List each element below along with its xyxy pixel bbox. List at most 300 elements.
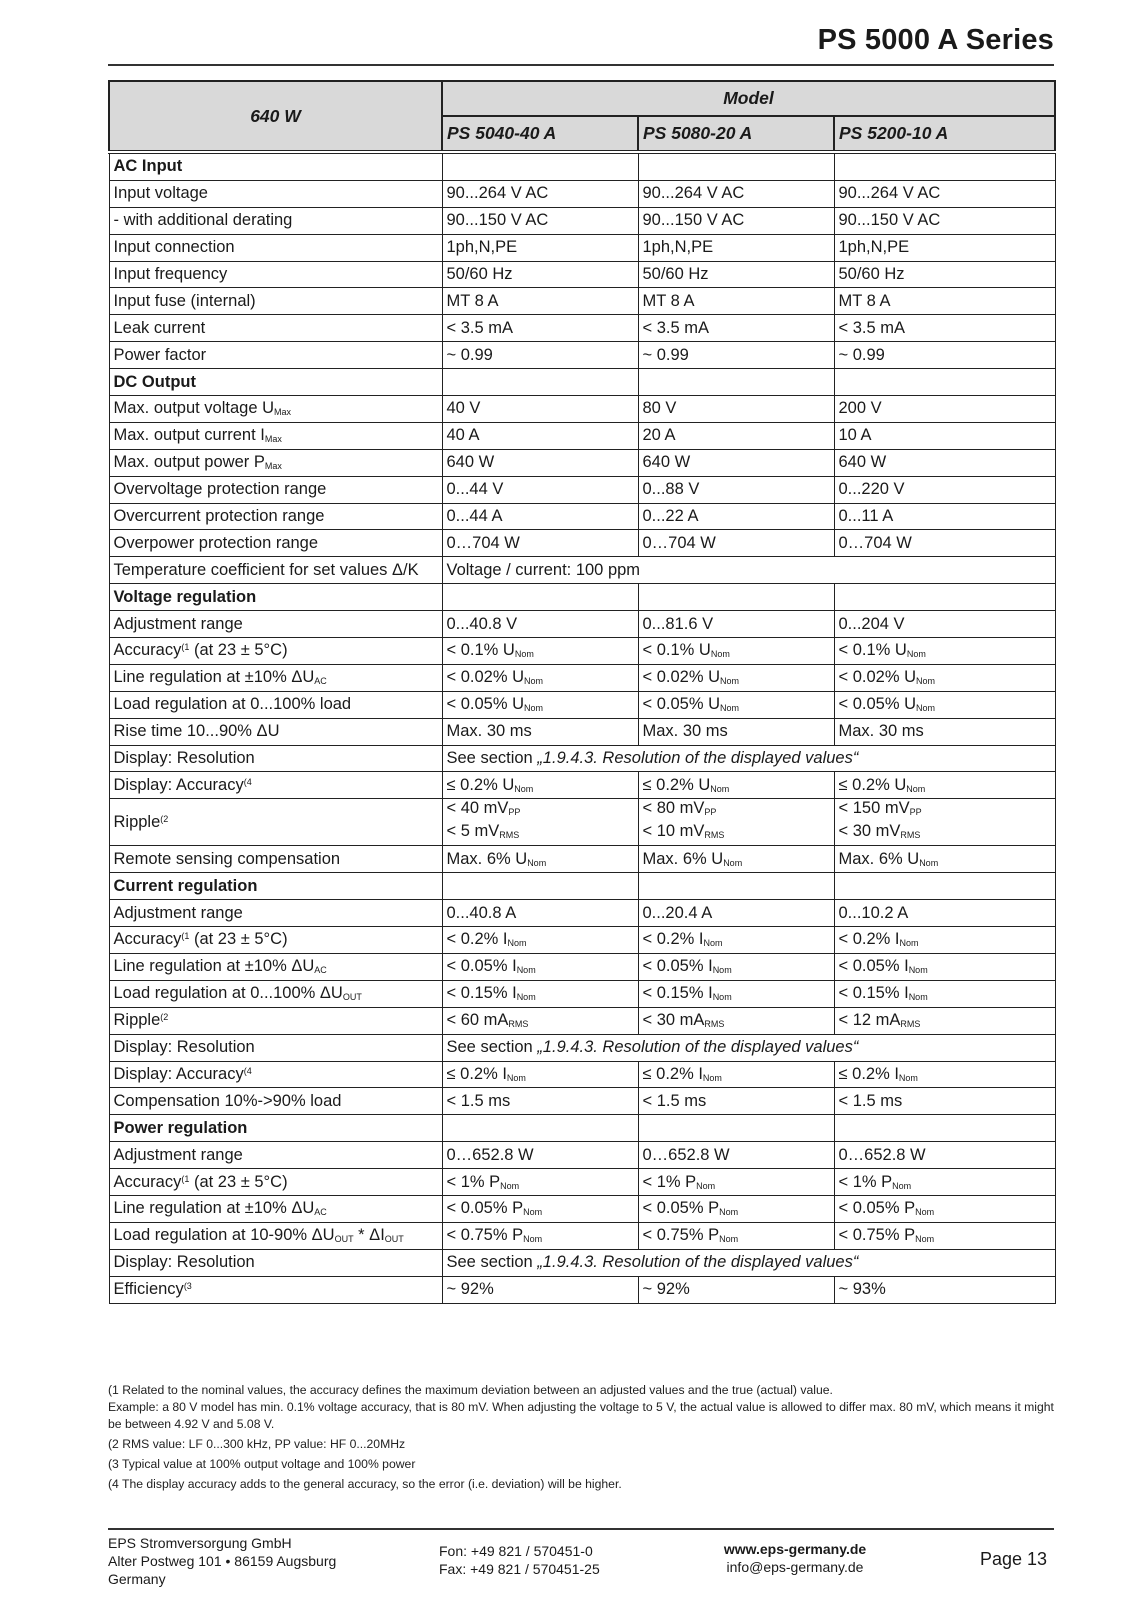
value-cell: [638, 1222, 834, 1249]
value-cell: [834, 980, 1055, 1007]
table-row: [109, 207, 1055, 234]
value-subscript: Nom: [915, 1234, 935, 1245]
row-label: [109, 1061, 442, 1088]
value-cell: [834, 1061, 1055, 1088]
table-row: [109, 691, 1055, 718]
label-text: Max. output voltage U: [113, 399, 275, 418]
value-cell: [638, 611, 834, 638]
value-cell: [442, 1007, 638, 1034]
value-text: ≤ 0.2% U: [446, 775, 515, 794]
table-row: [109, 449, 1055, 476]
value-cell: [442, 1142, 638, 1169]
value-cell: [638, 449, 834, 476]
row-label: [109, 953, 442, 980]
label-text: Efficiency: [113, 1280, 184, 1299]
label-subscript: OUT: [384, 1234, 404, 1245]
value-cell: [638, 927, 834, 954]
value-text: Max. 30 ms: [446, 722, 532, 741]
value-text: < 60 mA: [446, 1011, 509, 1030]
value-cell: [442, 799, 638, 846]
value-cell: [442, 422, 638, 449]
value-cell: [442, 476, 638, 503]
value-cell: [442, 449, 638, 476]
value-text: 0…652.8 W: [642, 1145, 730, 1164]
row-label: [109, 1222, 442, 1249]
value-text: < 0.2% I: [446, 930, 508, 949]
value-cell: [442, 691, 638, 718]
value-cell: [638, 207, 834, 234]
value-cell: [638, 180, 834, 207]
table-row: [109, 1249, 1055, 1276]
value-subscript: Nom: [720, 676, 740, 687]
value-text: 0...22 A: [642, 507, 699, 526]
label-text: Ripple: [113, 812, 161, 831]
value-cell: [442, 503, 638, 530]
value-cell: [442, 664, 638, 691]
value-subscript: Nom: [516, 965, 536, 976]
value-subscript: Nom: [524, 703, 544, 714]
power-rating-cell: 640 W: [109, 81, 442, 152]
label-text: - with additional derating: [113, 211, 293, 230]
value-cell: [834, 476, 1055, 503]
value-subscript: Nom: [916, 703, 936, 714]
value-text: < 1% P: [642, 1172, 697, 1191]
value-subscript: Nom: [906, 783, 926, 794]
table-row: [109, 530, 1055, 557]
footer-divider: [108, 1528, 1054, 1530]
value-cell: [834, 342, 1055, 369]
section-reference: „1.9.4.3. Resolution of the displayed values“: [537, 1038, 859, 1057]
value-subscript: Nom: [702, 1072, 722, 1083]
value-subscript: Nom: [527, 857, 547, 868]
row-label: [109, 152, 442, 180]
value-cell: [442, 261, 638, 288]
table-row: [109, 503, 1055, 530]
value-cell: [834, 1169, 1055, 1196]
value-cell: [442, 611, 638, 638]
row-label: [109, 1034, 442, 1061]
value-cell: [442, 718, 638, 745]
table-row: [109, 1195, 1055, 1222]
row-label: [109, 369, 442, 396]
footnote-ref: (2: [160, 1012, 169, 1023]
value-text: 0...81.6 V: [642, 614, 714, 633]
value-text: ~ 0.99: [642, 345, 689, 364]
website-link[interactable]: www.eps-germany.de: [723, 1541, 867, 1557]
value-subscript: Nom: [516, 992, 536, 1003]
value-subscript: Nom: [712, 965, 732, 976]
table-row: [109, 1007, 1055, 1034]
value-subscript: PP: [909, 807, 922, 818]
value-cell: [442, 638, 638, 665]
value-cell: [442, 900, 638, 927]
value-cell: [834, 1276, 1055, 1303]
label-text-cont: (at 23 ± 5°C): [189, 930, 288, 949]
table-row: [109, 611, 1055, 638]
value-text: 0...220 V: [838, 480, 905, 499]
value-text: 20 A: [642, 426, 676, 445]
label-text: Line regulation at ±10% ΔU: [113, 957, 315, 976]
email-link[interactable]: info@eps-germany.de: [726, 1559, 864, 1575]
value-cell: [834, 691, 1055, 718]
label-text: Overcurrent protection range: [113, 507, 325, 526]
value-text: 40 A: [446, 426, 480, 445]
row-label: [109, 980, 442, 1007]
table-row: [109, 1169, 1055, 1196]
value-cell: [638, 900, 834, 927]
value-cell: [638, 422, 834, 449]
model-name: PS 5080-20 A: [638, 116, 834, 152]
value-subscript: Nom: [523, 1207, 543, 1218]
value-subscript: PP: [508, 807, 521, 818]
value-text: See section: [446, 1253, 538, 1272]
empty-cell: [442, 152, 638, 180]
value-subscript: Nom: [916, 676, 936, 687]
row-label: [109, 664, 442, 691]
spanned-value: [442, 745, 1055, 772]
value-cell: [638, 953, 834, 980]
value-text: < 0.15% I: [642, 984, 713, 1003]
value-cell: [834, 953, 1055, 980]
label-text-cont: * ΔI: [353, 1226, 385, 1245]
ripple-pp: [447, 799, 634, 822]
footnote-ref: (2: [160, 813, 169, 824]
value-text: ~ 92%: [446, 1280, 494, 1299]
value-text: See section: [446, 749, 538, 768]
table-row: [109, 422, 1055, 449]
table-row: [109, 953, 1055, 980]
value-cell: [638, 1169, 834, 1196]
table-row: [109, 927, 1055, 954]
footnote-ref: (1: [181, 642, 190, 653]
value-text: 0…704 W: [446, 533, 520, 552]
value-cell: [442, 980, 638, 1007]
table-row: [109, 980, 1055, 1007]
row-label: [109, 1088, 442, 1115]
table-row: [109, 638, 1055, 665]
company-address: Alter Postweg 101 • 86159 Augsburg: [108, 1553, 337, 1569]
value-text: < 40 mV: [446, 799, 509, 818]
value-cell: [442, 1169, 638, 1196]
row-label: [109, 1142, 442, 1169]
row-label: [109, 1249, 442, 1276]
table-row: [109, 1142, 1055, 1169]
value-text: MT 8 A: [838, 291, 891, 310]
row-label: [109, 873, 442, 900]
value-text: 1ph,N,PE: [642, 238, 714, 257]
label-text: Max. output current I: [113, 426, 265, 445]
value-cell: [834, 1007, 1055, 1034]
value-text: 0...44 V: [446, 480, 504, 499]
row-label: [109, 691, 442, 718]
value-cell: [638, 1061, 834, 1088]
row-label: [109, 638, 442, 665]
label-text: Input connection: [113, 238, 235, 257]
value-cell: [638, 530, 834, 557]
value-text: < 0.05% P: [642, 1199, 720, 1218]
value-cell: [442, 207, 638, 234]
value-text: < 0.02% U: [446, 668, 525, 687]
table-row: [109, 557, 1055, 584]
label-text: Ripple: [113, 1011, 161, 1030]
value-subscript: Nom: [908, 965, 928, 976]
value-text: 0…652.8 W: [838, 1145, 926, 1164]
value-subscript: Nom: [507, 938, 527, 949]
value-text: 0…652.8 W: [446, 1145, 534, 1164]
value-cell: [442, 772, 638, 799]
label-text: Input frequency: [113, 265, 228, 283]
row-label: [109, 503, 442, 530]
value-cell: [638, 503, 834, 530]
value-cell: [442, 1195, 638, 1222]
value-cell: [834, 261, 1055, 288]
value-subscript: RMS: [900, 830, 921, 841]
value-text: < 0.1% U: [446, 641, 515, 660]
label-subscript: AC: [314, 965, 327, 976]
spanned-value: [442, 1034, 1055, 1061]
value-subscript: Nom: [899, 938, 919, 949]
value-cell: [442, 1088, 638, 1115]
value-text: < 0.05% I: [446, 957, 517, 976]
value-cell: [638, 396, 834, 423]
table-row: [109, 315, 1055, 342]
value-subscript: RMS: [704, 1019, 725, 1030]
table-row: [109, 396, 1055, 423]
table-header-row: [109, 81, 1055, 116]
value-text: 90...264 V AC: [446, 184, 549, 203]
value-cell: [834, 288, 1055, 315]
value-text: 50/60 Hz: [446, 265, 513, 283]
value-cell: [834, 900, 1055, 927]
value-subscript: Nom: [703, 938, 723, 949]
value-cell: [442, 180, 638, 207]
value-text: ≤ 0.2% U: [642, 775, 711, 794]
value-text: 80 V: [642, 399, 677, 418]
value-text: 640 W: [838, 453, 887, 472]
label-subscript: OUT: [342, 992, 362, 1003]
value-cell: [638, 691, 834, 718]
label-text: Display: Resolution: [113, 1038, 255, 1057]
value-cell: [638, 476, 834, 503]
value-text: < 0.02% U: [642, 668, 721, 687]
company-country: Germany: [108, 1571, 166, 1587]
footer-company: [108, 1534, 336, 1588]
section-row: [109, 152, 1055, 180]
row-label: [109, 1169, 442, 1196]
value-subscript: PP: [704, 807, 717, 818]
value-cell: [442, 1061, 638, 1088]
empty-cell: [442, 584, 638, 611]
empty-cell: [638, 152, 834, 180]
label-subscript: Max: [274, 407, 292, 418]
value-cell: [638, 261, 834, 288]
value-text: Voltage / current: 100 ppm: [446, 560, 641, 579]
value-text: Max. 30 ms: [838, 722, 924, 741]
row-label: [109, 288, 442, 315]
value-cell: [638, 315, 834, 342]
value-text: MT 8 A: [642, 291, 695, 310]
row-label: [109, 207, 442, 234]
value-text: 90...264 V AC: [642, 184, 745, 203]
label-text: Temperature coefficient for set values Δ/K: [113, 560, 419, 579]
value-text: 0...44 A: [446, 507, 503, 526]
value-cell: [442, 288, 638, 315]
value-text: < 0.05% I: [838, 957, 909, 976]
value-cell: [442, 234, 638, 261]
label-text: Overvoltage protection range: [113, 480, 327, 499]
row-label: [109, 1276, 442, 1303]
footnote: (4 The display accuracy adds to the general accuracy, so the error (i.e. deviation) will be higher.: [108, 1477, 622, 1491]
row-label: [109, 557, 442, 584]
value-subscript: Nom: [892, 1180, 912, 1191]
label-subscript: AC: [314, 1207, 327, 1218]
label-text: Load regulation at 0...100% load: [113, 695, 352, 714]
value-text: < 5 mV: [446, 822, 500, 841]
value-cell: [834, 1195, 1055, 1222]
footnote: (1 Related to the nominal values, the accuracy defines the maximum deviation between an adjusted values and the true (actual) value.: [108, 1383, 833, 1397]
footnote: (3 Typical value at 100% output voltage and 100% power: [108, 1457, 416, 1471]
ripple-rms: [839, 822, 1051, 845]
spanned-value: [442, 1249, 1055, 1276]
section-row: [109, 369, 1055, 396]
table-row: [109, 718, 1055, 745]
section-row: [109, 584, 1055, 611]
value-cell: [834, 530, 1055, 557]
value-cell: [834, 772, 1055, 799]
row-label: [109, 1195, 442, 1222]
value-text: ≤ 0.2% I: [642, 1064, 703, 1083]
value-cell: [834, 422, 1055, 449]
value-cell: [834, 611, 1055, 638]
empty-cell: [442, 1115, 638, 1142]
value-subscript: Nom: [712, 992, 732, 1003]
footer-web: [690, 1540, 900, 1576]
section-reference: „1.9.4.3. Resolution of the displayed values“: [537, 749, 859, 768]
footnote-ref: (1: [181, 1173, 190, 1184]
empty-cell: [834, 584, 1055, 611]
value-text: < 0.15% I: [446, 984, 517, 1003]
company-name: EPS Stromversorgung GmbH: [108, 1535, 292, 1551]
value-text: ~ 92%: [642, 1280, 690, 1299]
table-row: [109, 745, 1055, 772]
value-text: 0...20.4 A: [642, 903, 713, 922]
empty-cell: [638, 873, 834, 900]
row-label: [109, 422, 442, 449]
label-subscript: AC: [314, 676, 327, 687]
value-cell: [834, 638, 1055, 665]
label-text: Display: Resolution: [113, 1253, 255, 1272]
label-text: Current regulation: [113, 876, 258, 895]
value-subscript: Nom: [719, 1234, 739, 1245]
value-text: < 10 mV: [642, 822, 705, 841]
value-text: < 0.75% P: [838, 1226, 916, 1245]
value-text: 0...40.8 V: [446, 614, 518, 633]
value-cell: [442, 342, 638, 369]
value-subscript: Nom: [514, 783, 534, 794]
value-subscript: Nom: [710, 783, 730, 794]
value-cell: [638, 1142, 834, 1169]
value-text: 200 V: [838, 399, 882, 418]
empty-cell: [834, 1115, 1055, 1142]
value-text: < 30 mA: [642, 1011, 705, 1030]
row-label: [109, 449, 442, 476]
value-text: 0...204 V: [838, 614, 905, 633]
empty-cell: [834, 369, 1055, 396]
value-subscript: Nom: [906, 649, 926, 660]
value-text: 0…704 W: [642, 533, 716, 552]
table-row: [109, 799, 1055, 846]
value-subscript: RMS: [508, 1019, 529, 1030]
value-cell: [442, 315, 638, 342]
row-label: [109, 530, 442, 557]
value-text: < 30 mV: [838, 822, 901, 841]
section-reference: „1.9.4.3. Resolution of the displayed values“: [537, 1253, 859, 1272]
value-subscript: Nom: [719, 1207, 739, 1218]
value-text: < 150 mV: [838, 799, 910, 818]
label-text-cont: (at 23 ± 5°C): [189, 641, 288, 660]
table-row: [109, 900, 1055, 927]
value-text: ~ 0.99: [446, 345, 493, 364]
empty-cell: [638, 369, 834, 396]
label-text: Voltage regulation: [113, 587, 257, 606]
row-label: [109, 772, 442, 799]
value-text: 40 V: [446, 399, 481, 418]
value-cell: [442, 1222, 638, 1249]
table-row: [109, 1222, 1055, 1249]
value-cell: [834, 1088, 1055, 1115]
value-text: < 0.2% I: [838, 930, 900, 949]
row-label: [109, 584, 442, 611]
value-cell: [638, 664, 834, 691]
table-row: [109, 234, 1055, 261]
row-label: [109, 476, 442, 503]
table-row: [109, 664, 1055, 691]
value-text: < 0.75% P: [642, 1226, 720, 1245]
value-subscript: RMS: [704, 830, 725, 841]
value-cell: [638, 1007, 834, 1034]
label-text: Compensation 10%->90% load: [113, 1091, 342, 1110]
label-text: Display: Accuracy: [113, 1064, 244, 1083]
row-label: [109, 1115, 442, 1142]
footnote-ref: (4: [243, 1065, 252, 1076]
value-text: 1ph,N,PE: [446, 238, 518, 257]
value-subscript: Nom: [720, 703, 740, 714]
value-cell: [442, 953, 638, 980]
value-text: < 1% P: [838, 1172, 893, 1191]
value-cell: [638, 234, 834, 261]
value-cell: [638, 342, 834, 369]
value-subscript: Nom: [514, 649, 534, 660]
value-subscript: Nom: [915, 1207, 935, 1218]
ripple-rms: [643, 822, 830, 845]
label-subscript: Max: [264, 434, 282, 445]
row-label: [109, 1007, 442, 1034]
empty-cell: [442, 873, 638, 900]
value-cell: [442, 846, 638, 873]
row-label: [109, 611, 442, 638]
label-text: Overpower protection range: [113, 533, 319, 552]
label-text: Adjustment range: [113, 1145, 243, 1164]
value-text: ≤ 0.2% I: [446, 1064, 507, 1083]
value-text: < 1.5 ms: [446, 1091, 511, 1110]
value-cell: [638, 980, 834, 1007]
value-cell: [638, 1195, 834, 1222]
footnote: Example: a 80 V model has min. 0.1% voltage accuracy, that is 80 mV. When adjusting the voltage to 5 V, the actual value is allowed to differ max. 80 mV, which means it might be between 4.92 V and 5.08 V.: [108, 1400, 1054, 1431]
table-row: [109, 846, 1055, 873]
label-text: Remote sensing compensation: [113, 849, 341, 868]
value-text: < 0.05% P: [838, 1199, 916, 1218]
value-cell: [834, 718, 1055, 745]
